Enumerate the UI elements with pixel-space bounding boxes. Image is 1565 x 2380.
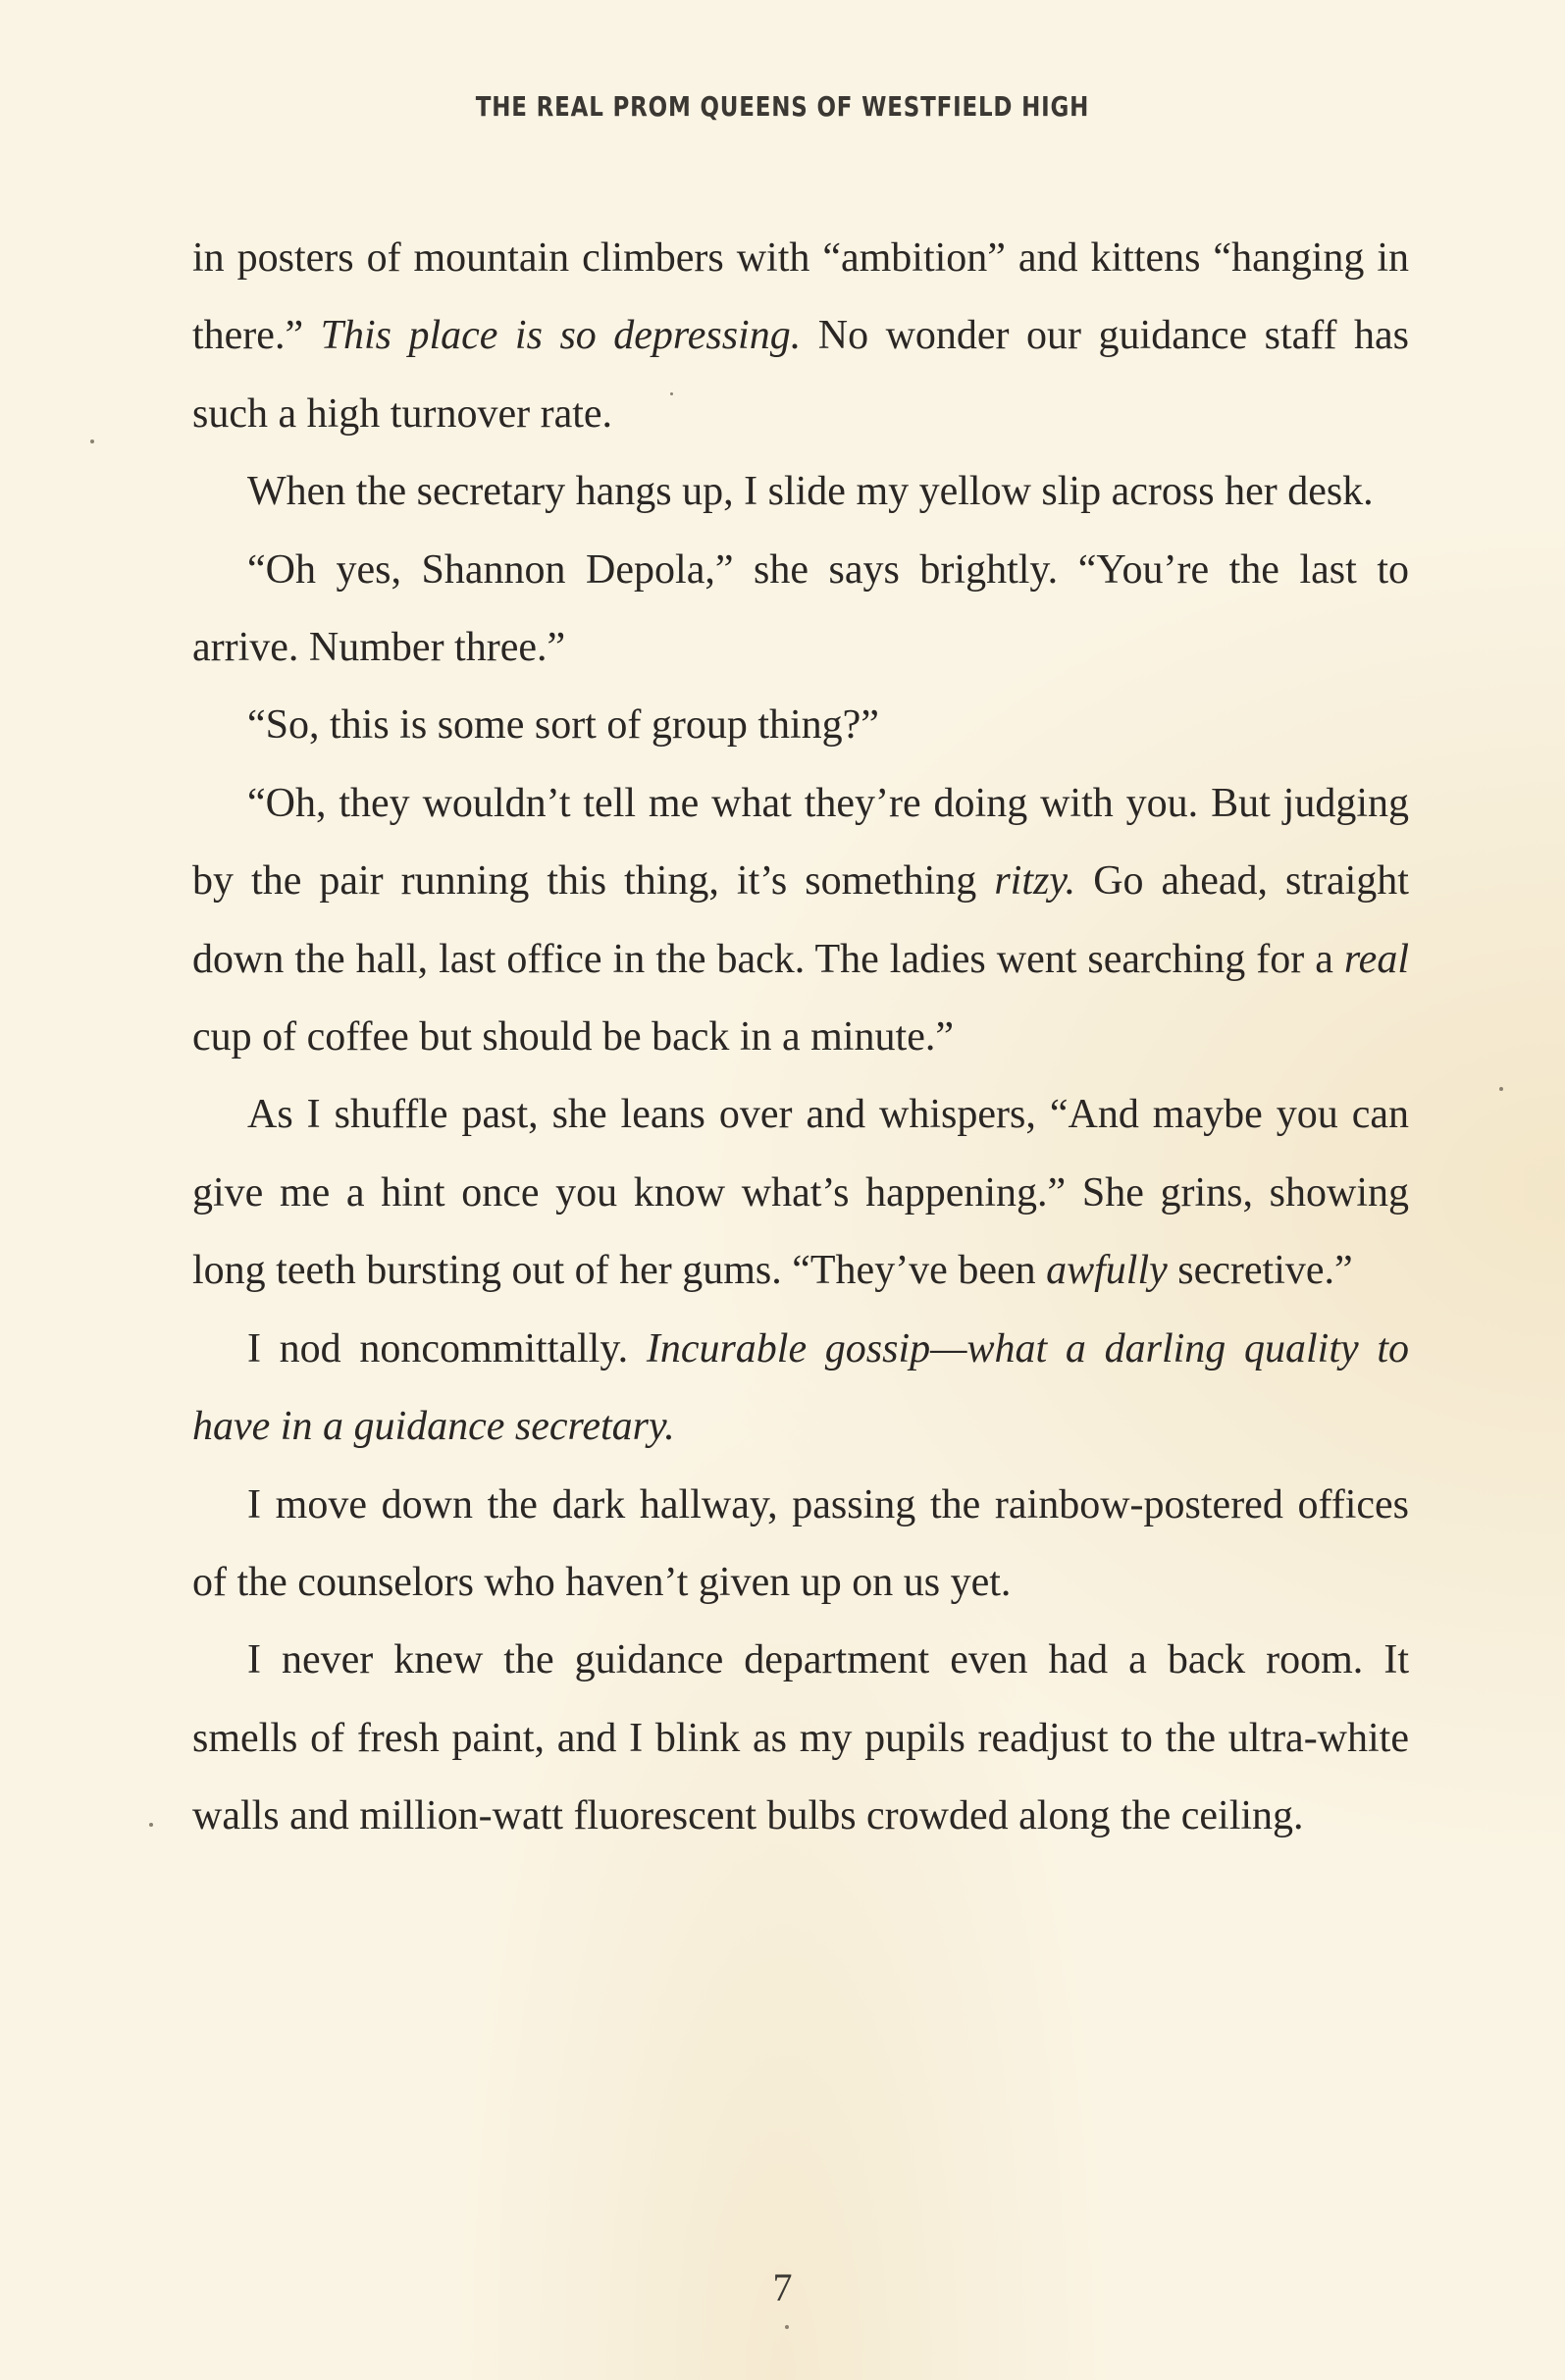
- paragraph: [192, 1622, 1409, 1855]
- text-run: I nod noncommittally.: [247, 1325, 647, 1371]
- running-head: THE REAL PROM QUEENS OF WESTFIELD HIGH: [475, 90, 1090, 123]
- paragraph: [192, 220, 1409, 453]
- text-run: When the secretary hangs up, I slide my yellow slip across her desk.: [247, 469, 1374, 515]
- paper-speck: [90, 440, 94, 443]
- italic-text: ritzy.: [994, 858, 1076, 905]
- italic-text: awfully: [1046, 1248, 1168, 1294]
- italic-text: This place is so depressing.: [320, 313, 802, 359]
- text-run: No wonder our guidance staff has such a high turnover rate.: [192, 313, 1409, 437]
- paper-speck: [670, 392, 673, 395]
- text-run: “Oh yes, Shannon Depola,” she says brightly. “You’re the last to arrive. Number three.”: [192, 546, 1409, 671]
- page-number: 7: [772, 2265, 793, 2309]
- paragraph: [192, 687, 1409, 764]
- paper-speck: [149, 1823, 153, 1827]
- text-run: in posters of mountain climbers with “ambition” and kittens “hanging in there.”: [192, 235, 1409, 359]
- paragraph: [192, 1467, 1409, 1623]
- text-run: cup of coffee but should be back in a minute.”: [192, 1014, 954, 1061]
- paper-speck: [785, 2325, 789, 2329]
- text-run: secretive.”: [1167, 1248, 1353, 1294]
- paragraph: [192, 765, 1409, 1077]
- paragraph: [192, 1311, 1409, 1467]
- italic-text: Incurable gossip—what a darling quality to have in a guidance secretary.: [192, 1325, 1409, 1450]
- text-run: Go ahead, straight down the hall, last office in the back. The ladies went searching for a: [192, 858, 1409, 982]
- italic-text: real: [1343, 936, 1409, 982]
- paragraph: [192, 1076, 1409, 1310]
- text-run: “So, this is some sort of group thing?”: [247, 702, 879, 749]
- text-run: I never knew the guidance department even had a back room. It smells of fresh paint, and I blink as my pupils readjust to the ultra-white walls and million-watt fluorescent bulbs crowded along the ceiling.: [192, 1637, 1409, 1839]
- paper-speck: [1499, 1087, 1503, 1091]
- paragraph: [192, 453, 1409, 531]
- text-run: “Oh, they wouldn’t tell me what they’re doing with you. But judging by the pair running this thing, it’s something: [192, 780, 1409, 905]
- text-run: I move down the dark hallway, passing the rainbow-postered offices of the counselors who haven’t given up on us yet.: [192, 1481, 1409, 1605]
- text-run: As I shuffle past, she leans over and whispers, “And maybe you can give me a hint once you know what’s happening.” She grins, showing long teeth bursting out of her gums. “They’ve been: [192, 1092, 1409, 1294]
- paragraph: [192, 532, 1409, 688]
- body-text: [192, 220, 1409, 1856]
